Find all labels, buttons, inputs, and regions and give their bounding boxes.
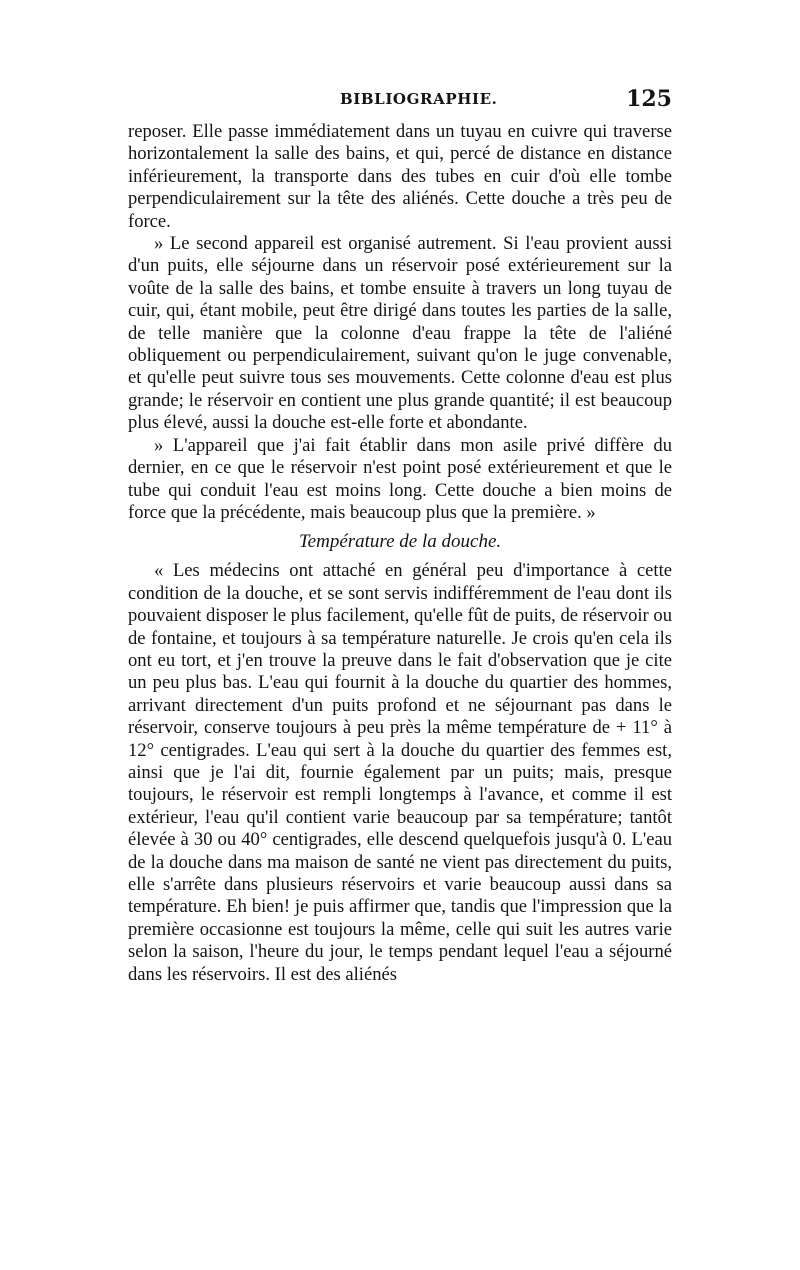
body-text bbox=[128, 121, 672, 986]
page-number: 125 bbox=[626, 86, 672, 112]
page-header bbox=[128, 88, 672, 116]
paragraph: « Les médecins ont attaché en général peu d'importance à cette condition de la douche, et se sont servis indifféremment de l'eau dont ils pouvaient disposer le plus facilement, qu'elle fût de puits, de réservoir ou de fontaine, et toujours à sa température naturelle. Je crois qu'en cela ils ont eu tort, et j'en trouve la preuve dans le fait d'observation que je cite un peu plus bas. L'eau qui fournit à la douche du quartier des hommes, arrivant directement d'un puits profond et ne séjournant pas dans le réservoir, conserve toujours à peu près la même température de + 11° à 12° centigrades. L'eau qui sert à la douche du quartier des femmes est, ainsi que je l'ai dit, fournie également par un puits; mais, presque toujours, le réservoir est rempli longtemps à l'avance, et comme il est extérieur, l'eau qu'il contient varie beaucoup par sa température; tantôt élevée à 30 ou 40° centigrades, elle descend quelquefois jusqu'à 0. L'eau de la douche dans ma maison de santé ne vient pas directement du puits, elle s'arrête dans plusieurs réservoirs et varie beaucoup aussi dans sa température. Eh bien! je puis affirmer que, tandis que l'impression que la première occasionne est toujours la même, celle qui suit les autres varie selon la saison, l'heure du jour, le temps pendant lequel l'eau a séjourné dans les réservoirs. Il est des aliénés bbox=[128, 560, 672, 985]
paragraph: reposer. Elle passe immédiatement dans un tuyau en cuivre qui traverse horizontalement la salle des bains, et qui, percé de distance en distance inférieurement, la transporte dans des tubes en cuir d'où elle tombe perpendiculairement sur la tête des aliénés. Cette douche a très peu de force. bbox=[128, 121, 672, 232]
running-title: BIBLIOGRAPHIE. bbox=[340, 90, 498, 108]
section-heading: Température de la douche. bbox=[298, 531, 502, 553]
paragraph: » L'appareil que j'ai fait établir dans mon asile privé diffère du dernier, en ce que le réservoir n'est point posé extérieurement et que le tube qui conduit l'eau est moins long. Cette douche a bien moins de force que la précédente, mais beaucoup plus que la première. » bbox=[128, 434, 672, 523]
paragraph: » Le second appareil est organisé autrement. Si l'eau provient aussi d'un puits, elle séjourne dans un réservoir posé extérieurement sur la voûte de la salle des bains, et tombe ensuite à travers un long tuyau de cuir, qui, étant mobile, peut être dirigé dans toutes les parties de la salle, de telle manière que la colonne d'eau frappe la tête de l'aliéné obliquement ou perpendiculairement, suivant qu'on le juge convenable, et qu'elle peut suivre tous ses mouvements. Cette colonne d'eau est plus grande; le réservoir en contient une plus grande quantité; il est beaucoup plus élevé, aussi la douche est-elle forte et abondante. bbox=[128, 233, 672, 434]
